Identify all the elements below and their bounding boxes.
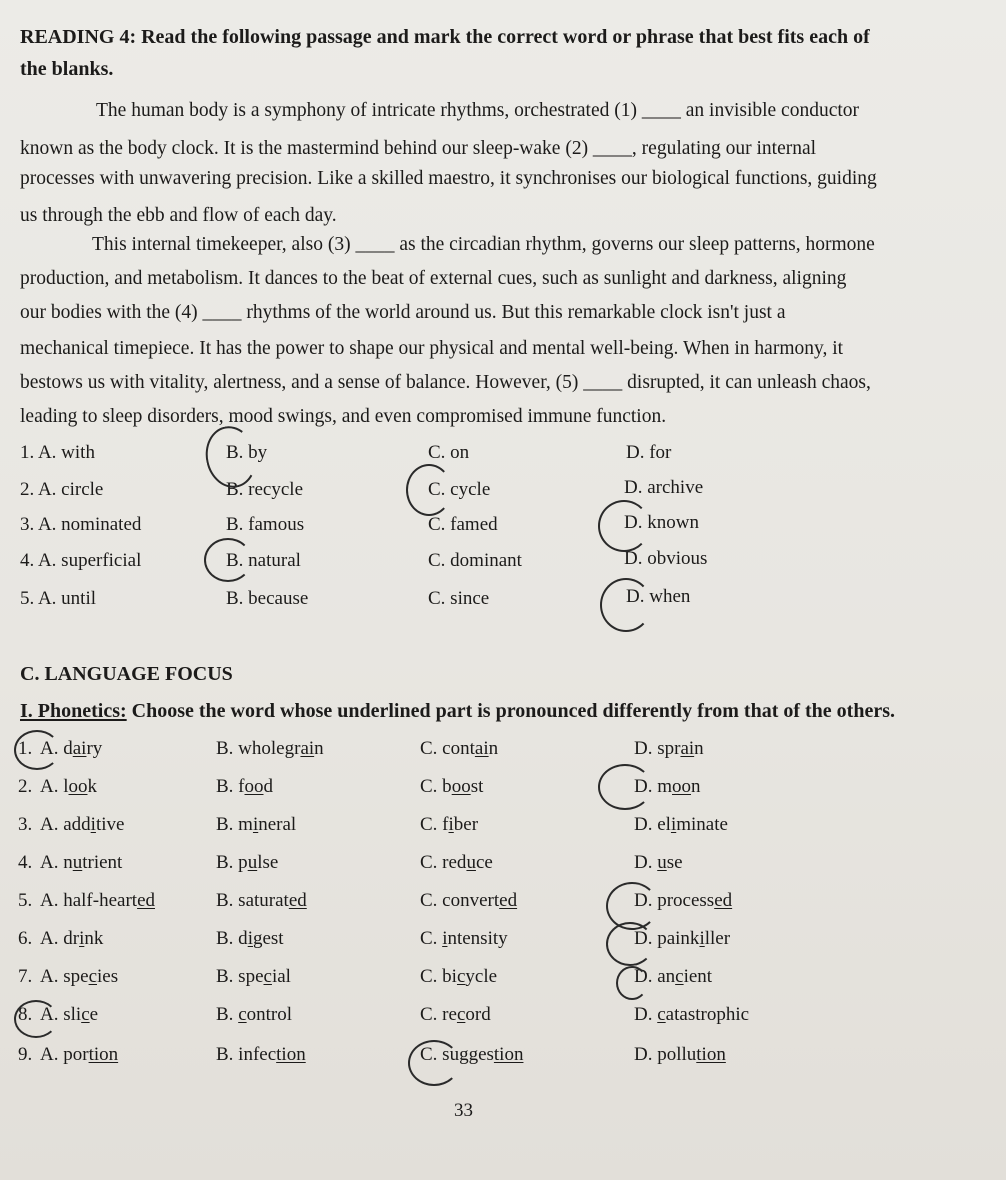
passage-line: The human body is a symphony of intricate rhythms, orchestrated (1) ____ an invisible conductor <box>96 100 860 121</box>
word-part: B. <box>216 1004 239 1025</box>
phonetics-q8-option-b[interactable] <box>216 1004 292 1026</box>
word-part: D. pollu <box>634 1044 697 1065</box>
q3-option-b[interactable]: B. famous <box>226 514 305 535</box>
q3-option-c[interactable]: C. famed <box>428 514 498 535</box>
answer-circle-mark <box>616 966 648 1000</box>
phonetics-q4-option-b[interactable] <box>216 852 278 874</box>
underlined-part: i <box>252 814 259 835</box>
underlined-part: i <box>90 814 96 835</box>
word-part: A. dr <box>40 928 80 949</box>
q4-option-c[interactable]: C. dominant <box>428 550 522 571</box>
answer-circle-mark <box>598 764 652 810</box>
word-part: neral <box>258 814 297 835</box>
word-part: B. f <box>216 776 245 797</box>
passage-line: production, and metabolism. It dances to the beat of external cues, such as sunlight and darkness, aligning <box>20 268 847 289</box>
phonetics-q8-option-d[interactable] <box>634 1004 749 1026</box>
q1-option-d[interactable]: D. for <box>626 442 672 463</box>
answer-circle-mark <box>14 1000 58 1038</box>
phonetics-q2-option-b[interactable] <box>216 776 273 798</box>
phonetics-q3-option-c[interactable] <box>420 814 478 836</box>
phonetics-q2-option-a[interactable] <box>40 776 97 798</box>
word-part: tive <box>95 814 125 835</box>
word-part: ycle <box>465 966 498 987</box>
q4-option-b[interactable]: B. natural <box>226 550 301 571</box>
underlined-part: i <box>442 928 448 949</box>
word-part: D. paink <box>634 928 700 949</box>
word-part: C. sugges <box>420 1044 494 1065</box>
passage-line: our bodies with the (4) ____ rhythms of the world around us. But this remarkable clock isn't just a <box>20 302 786 323</box>
underlined-part: i <box>79 928 85 949</box>
q3-option-a[interactable]: 3. A. nominated <box>20 514 142 535</box>
word-part: C. <box>420 928 443 949</box>
underlined-part: tion <box>88 1044 119 1065</box>
word-part: ber <box>453 814 479 835</box>
underlined-part: c <box>657 1004 666 1025</box>
phonetics-item-number: 1. <box>18 738 33 759</box>
word-part: n <box>691 776 701 797</box>
underlined-part: oo <box>244 776 264 797</box>
word-part: D. process <box>634 890 715 911</box>
word-part: B. p <box>216 852 248 873</box>
underlined-part: ed <box>499 890 518 911</box>
word-part: st <box>470 776 484 797</box>
phonetics-item-number: 8. <box>18 1004 33 1025</box>
underlined-part: c <box>81 1004 90 1025</box>
underlined-part: ed <box>137 890 155 911</box>
word-part: C. red <box>420 852 467 873</box>
word-part: ient <box>683 966 713 987</box>
q5-option-b[interactable]: B. because <box>226 588 309 609</box>
phonetics-item-number: 6. <box>18 928 33 949</box>
reading-title-line1: READING 4: Read the following passage and mark the correct word or phrase that best fits each of <box>20 26 870 48</box>
word-part: C. convert <box>420 890 500 911</box>
q2-option-c[interactable]: C. cycle <box>428 479 491 500</box>
phonetics-q5-option-b[interactable] <box>216 890 307 912</box>
answer-circle-mark <box>598 500 650 552</box>
underlined-part: u <box>72 852 83 873</box>
underlined-part: tion <box>493 1044 524 1065</box>
phonetics-q3-option-a[interactable] <box>40 814 124 836</box>
phonetics-q1-option-d[interactable] <box>634 738 704 760</box>
passage-line: bestows us with vitality, alertness, and a sense of balance. However, (5) ____ disrupted, it can unleash chaos, <box>20 372 871 393</box>
q1-option-b[interactable]: B. by <box>226 442 268 463</box>
word-part: e <box>89 1004 99 1025</box>
word-part: A. spe <box>40 966 89 987</box>
q4-option-d[interactable]: D. obvious <box>624 548 708 569</box>
reading-title-line2: the blanks. <box>20 58 114 80</box>
phonetics-q8-option-c[interactable] <box>420 1004 491 1026</box>
word-part: n <box>314 738 324 759</box>
word-part: ller <box>704 928 731 949</box>
word-part: n <box>488 738 499 759</box>
underlined-part: ai <box>474 738 489 759</box>
phonetics-q4-option-c[interactable] <box>420 852 493 874</box>
answer-circle-mark <box>204 538 252 582</box>
phonetics-q9-option-a[interactable] <box>40 1044 118 1066</box>
word-part: ntensity <box>447 928 508 949</box>
word-part: ry <box>86 738 103 759</box>
word-part: D. <box>634 1004 658 1025</box>
underlined-part: tion <box>696 1044 726 1065</box>
underlined-part: c <box>456 966 466 987</box>
phonetics-q3-option-d[interactable] <box>634 814 728 836</box>
phonetics-label: I. Phonetics: <box>20 700 127 722</box>
word-part: d <box>263 776 273 797</box>
q1-option-a[interactable]: 1. A. with <box>20 442 95 463</box>
q4-option-a[interactable]: 4. A. superficial <box>20 550 142 571</box>
word-part: B. m <box>216 814 253 835</box>
underlined-part: ed <box>714 890 733 911</box>
passage-line: This internal timekeeper, also (3) ____ as the circadian rhythm, governs our sleep patterns, hormone <box>92 234 875 255</box>
word-part: D. m <box>634 776 672 797</box>
underlined-part: c <box>675 966 684 987</box>
underlined-part: i <box>448 814 454 835</box>
passage-line: processes with unwavering precision. Like a skilled maestro, it synchronises our biological functions, guiding <box>20 168 877 189</box>
word-part: nk <box>84 928 104 949</box>
underlined-part: i <box>670 814 677 835</box>
word-part: B. wholegr <box>216 738 301 759</box>
word-part: ord <box>465 1004 491 1025</box>
phonetics-q6-option-c[interactable] <box>420 928 508 950</box>
word-part: ce <box>475 852 493 873</box>
answer-circle-mark <box>600 578 652 632</box>
underlined-part: u <box>657 852 667 873</box>
passage-line: mechanical timepiece. It has the power to shape our physical and mental well-being. When in harmony, it <box>20 338 844 359</box>
passage-line: known as the body clock. It is the mastermind behind our sleep-wake (2) ____, regulating our internal <box>20 138 817 159</box>
page-number: 33 <box>454 1100 473 1121</box>
phonetics-heading <box>20 700 895 723</box>
word-part: D. an <box>634 966 676 987</box>
answer-circle-mark <box>14 730 60 770</box>
word-part: atastrophic <box>665 1004 750 1025</box>
word-part: trient <box>82 852 123 873</box>
word-part: ontrol <box>246 1004 293 1025</box>
word-part: A. l <box>40 776 69 797</box>
word-part: C. f <box>420 814 449 835</box>
underlined-part: oo <box>451 776 471 797</box>
q5-option-c[interactable]: C. since <box>428 588 490 609</box>
word-part: k <box>87 776 97 797</box>
word-part: A. n <box>40 852 73 873</box>
word-part: C. bi <box>420 966 457 987</box>
q2-option-a[interactable]: 2. A. circle <box>20 479 104 500</box>
phonetics-q9-option-b[interactable] <box>216 1044 306 1066</box>
word-part: B. d <box>216 928 248 949</box>
underlined-part: c <box>456 1004 466 1025</box>
word-part: ial <box>271 966 291 987</box>
phonetics-item-number: 4. <box>18 852 33 873</box>
phonetics-q4-option-d[interactable] <box>634 852 683 874</box>
phonetics-item-number: 9. <box>18 1044 33 1065</box>
q5-option-d[interactable]: D. when <box>626 586 691 607</box>
phonetics-q3-option-b[interactable] <box>216 814 296 836</box>
underlined-part: c <box>263 966 272 987</box>
word-part: ies <box>97 966 119 987</box>
q2-option-d[interactable]: D. archive <box>624 477 704 498</box>
phonetics-q1-option-b[interactable] <box>216 738 324 760</box>
underlined-part: u <box>466 852 476 873</box>
answer-circle-mark <box>406 464 452 516</box>
q5-option-a[interactable]: 5. A. until <box>20 588 97 609</box>
word-part: A. sli <box>40 1004 82 1025</box>
word-part: se <box>666 852 683 873</box>
word-part: B. saturat <box>216 890 289 911</box>
underlined-part: ed <box>288 890 307 911</box>
word-part: D. spr <box>634 738 681 759</box>
phonetics-q6-option-a[interactable] <box>40 928 103 950</box>
word-part: A. add <box>40 814 91 835</box>
phonetics-q7-option-b[interactable] <box>216 966 291 988</box>
q3-option-d[interactable]: D. known <box>624 512 699 533</box>
word-part: gest <box>252 928 284 949</box>
underlined-part: tion <box>276 1044 306 1065</box>
underlined-part: i <box>699 928 705 949</box>
underlined-part: ai <box>300 738 315 759</box>
phonetics-q6-option-b[interactable] <box>216 928 284 950</box>
phonetics-item-number: 5. <box>18 890 33 911</box>
answer-circle-mark <box>606 922 654 966</box>
word-part: D. <box>634 852 658 873</box>
phonetics-item-number: 7. <box>18 966 33 987</box>
underlined-part: oo <box>672 776 691 797</box>
phonetics-q7-option-a[interactable] <box>40 966 118 988</box>
phonetics-q5-option-a[interactable] <box>40 890 155 912</box>
phonetics-q1-option-c[interactable] <box>420 738 498 760</box>
phonetics-instruction: Choose the word whose underlined part is pronounced differently from that of the others. <box>131 700 896 722</box>
word-part: C. cont <box>420 738 475 759</box>
phonetics-q4-option-a[interactable] <box>40 852 122 874</box>
phonetics-q7-option-c[interactable] <box>420 966 497 988</box>
word-part: A. d <box>40 738 73 759</box>
passage-line: leading to sleep disorders, mood swings, and even compromised immune function. <box>20 406 667 427</box>
underlined-part: oo <box>68 776 88 797</box>
q1-option-c[interactable]: C. on <box>428 442 470 463</box>
word-part: C. re <box>420 1004 457 1025</box>
phonetics-q5-option-c[interactable] <box>420 890 517 912</box>
q2-option-b[interactable]: B. recycle <box>226 479 304 500</box>
word-part: minate <box>676 814 728 835</box>
answer-circle-mark <box>408 1040 460 1086</box>
underlined-part: i <box>247 928 253 949</box>
word-part: A. half-heart <box>40 890 138 911</box>
phonetics-item-number: 2. <box>18 776 33 797</box>
phonetics-q9-option-d[interactable] <box>634 1044 726 1066</box>
word-part: n <box>694 738 704 759</box>
phonetics-item-number: 3. <box>18 814 33 835</box>
phonetics-q2-option-c[interactable] <box>420 776 483 798</box>
word-part: A. por <box>40 1044 89 1065</box>
word-part: C. b <box>420 776 452 797</box>
word-part: B. spe <box>216 966 264 987</box>
underlined-part: ai <box>72 738 87 759</box>
underlined-part: c <box>88 966 97 987</box>
underlined-part: c <box>238 1004 247 1025</box>
word-part: D. el <box>634 814 671 835</box>
word-part: lse <box>257 852 279 873</box>
passage-line: us through the ebb and flow of each day. <box>20 205 337 226</box>
word-part: B. infec <box>216 1044 277 1065</box>
section-title: C. LANGUAGE FOCUS <box>20 663 233 685</box>
underlined-part: ai <box>680 738 695 759</box>
underlined-part: u <box>247 852 258 873</box>
